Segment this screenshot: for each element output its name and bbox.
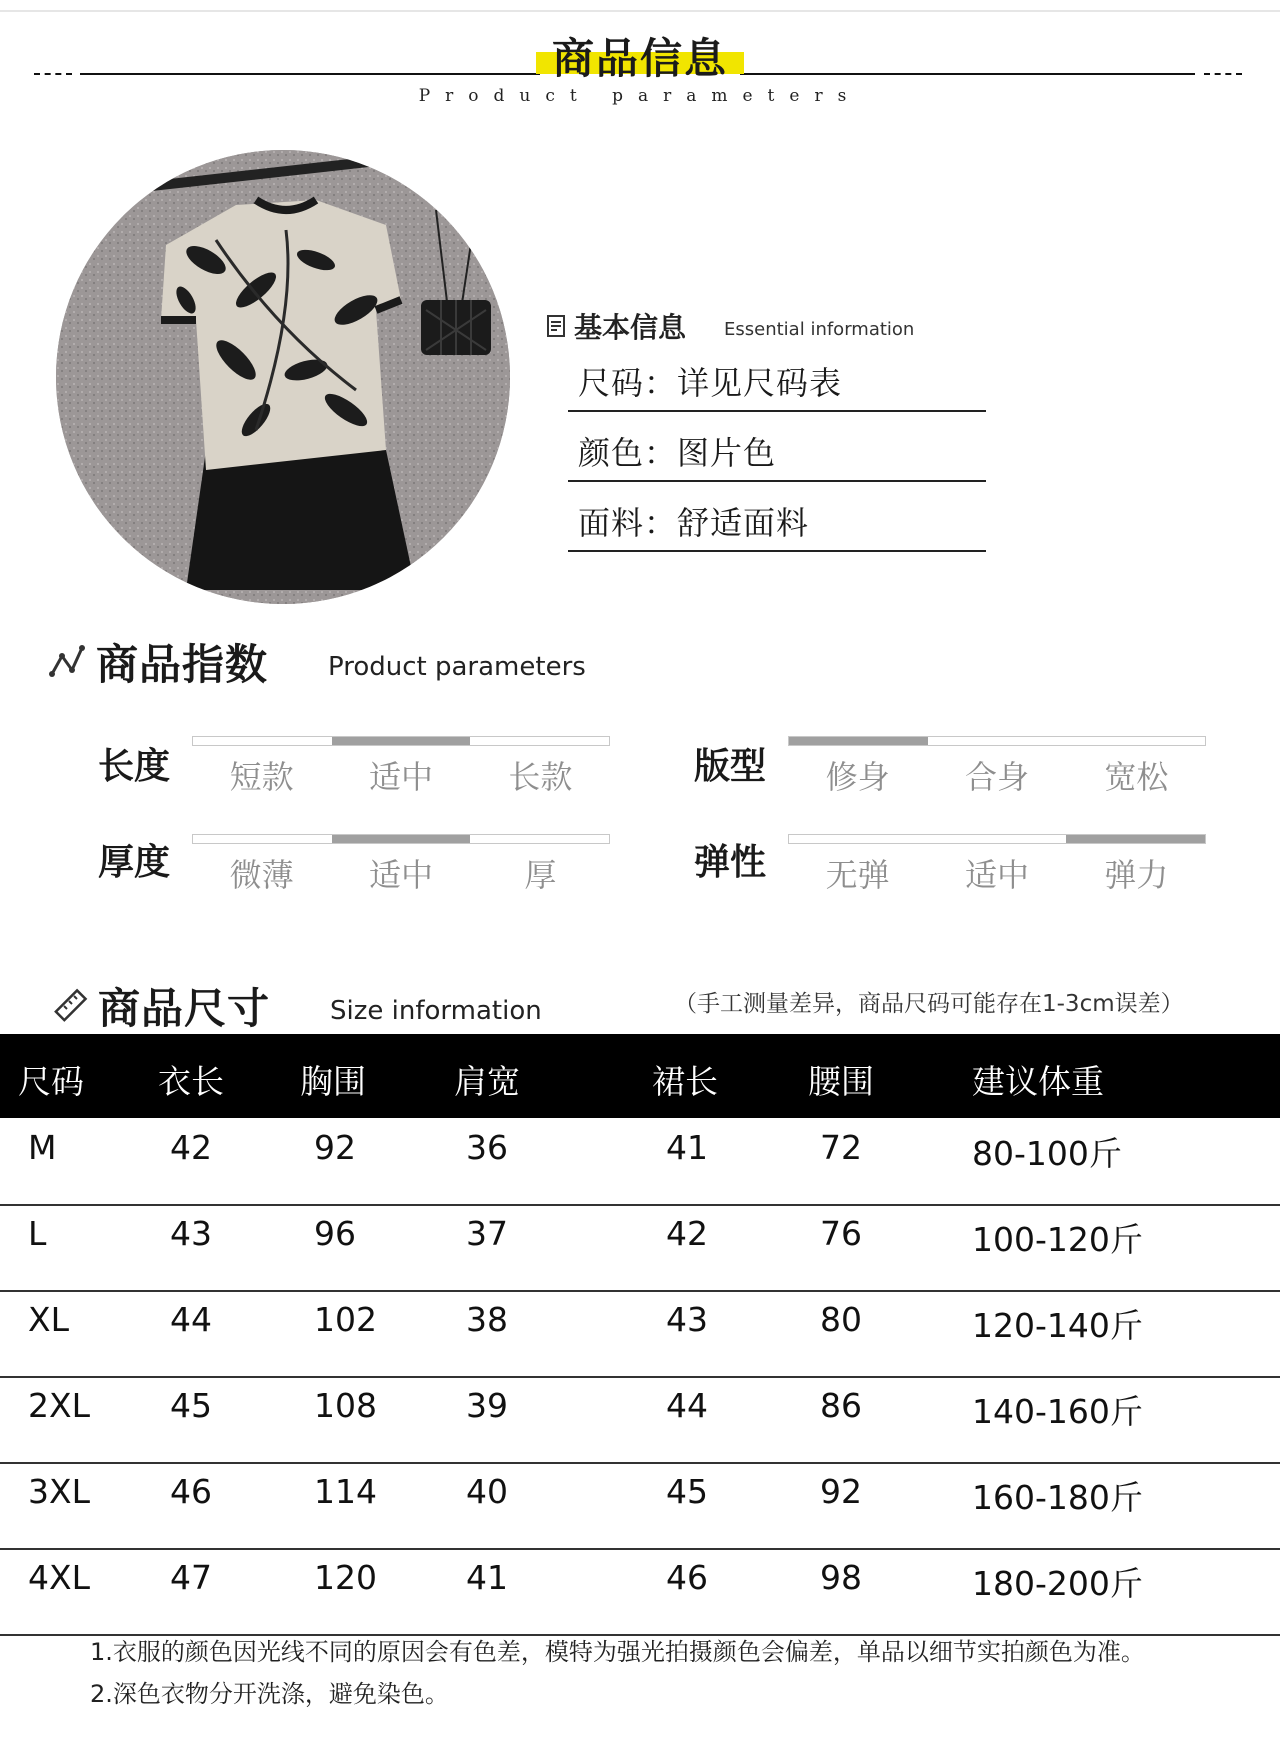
param-elasticity-option: 弹力 xyxy=(1104,856,1169,894)
table-cell: 47 xyxy=(170,1558,212,1597)
table-cell: 98 xyxy=(820,1558,862,1597)
table-cell: 102 xyxy=(314,1300,377,1339)
table-cell: 41 xyxy=(466,1558,508,1597)
table-cell: 120-140斤 xyxy=(972,1306,1143,1345)
table-cell: 36 xyxy=(466,1128,508,1167)
table-cell: 2XL xyxy=(28,1386,90,1425)
table-cell: 42 xyxy=(170,1128,212,1167)
document-icon xyxy=(546,314,566,338)
footnote-color: 1.衣服的颜色因光线不同的原因会有色差，模特为强光拍摄颜色会偏差，单品以细节实拍颜色为准。 xyxy=(90,1638,1145,1666)
table-row xyxy=(0,1118,1280,1206)
param-elasticity-options xyxy=(788,850,1206,896)
header-dash-right xyxy=(1204,73,1242,75)
param-thickness-seg xyxy=(470,835,609,843)
outfit-illustration xyxy=(56,150,510,604)
param-fit-seg-selected xyxy=(789,737,928,745)
footnote-washing: 2.深色衣物分开洗涤，避免染色。 xyxy=(90,1680,449,1708)
info-row-fabric xyxy=(568,488,986,552)
param-length-seg xyxy=(193,737,332,745)
table-cell: 80-100斤 xyxy=(972,1134,1122,1173)
table-cell: 76 xyxy=(820,1214,862,1253)
param-elasticity-option: 适中 xyxy=(964,856,1029,894)
param-elasticity-seg xyxy=(789,835,928,843)
table-cell: 86 xyxy=(820,1386,862,1425)
table-cell: 92 xyxy=(820,1472,862,1511)
info-row-color-text: 颜色：图片色 xyxy=(578,434,777,472)
info-row-fabric-text: 面料：舒适面料 xyxy=(578,504,810,542)
table-cell: 100-120斤 xyxy=(972,1220,1143,1259)
param-fit-label: 版型 xyxy=(694,746,767,787)
table-row xyxy=(0,1376,1280,1464)
basic-info-title: 基本信息 xyxy=(574,311,687,344)
column-header: 衣长 xyxy=(158,1062,224,1101)
info-row-color xyxy=(568,418,986,482)
top-divider xyxy=(0,10,1280,12)
size-table-header xyxy=(0,1034,1280,1118)
table-cell: 46 xyxy=(170,1472,212,1511)
param-elasticity-label: 弹性 xyxy=(694,842,767,883)
table-cell: 45 xyxy=(170,1386,212,1425)
table-cell: 41 xyxy=(666,1128,708,1167)
param-length-option: 适中 xyxy=(368,758,433,796)
table-cell: 38 xyxy=(466,1300,508,1339)
table-cell: 37 xyxy=(466,1214,508,1253)
param-elasticity-bar xyxy=(788,834,1206,844)
table-row xyxy=(0,1290,1280,1378)
size-title: 商品尺寸 xyxy=(98,984,271,1033)
table-cell: 3XL xyxy=(28,1472,90,1511)
column-header: 建议体重 xyxy=(972,1062,1104,1101)
header-dash-left xyxy=(34,73,72,75)
param-thickness-option: 厚 xyxy=(524,856,557,894)
column-header: 裙长 xyxy=(652,1062,718,1101)
table-cell: M xyxy=(28,1128,57,1167)
info-row-size xyxy=(568,348,986,412)
page-subtitle: Product parameters xyxy=(418,86,862,106)
table-cell: 39 xyxy=(466,1386,508,1425)
param-fit-option: 合身 xyxy=(964,758,1029,796)
table-cell: 108 xyxy=(314,1386,377,1425)
basic-info-subtitle: Essential information xyxy=(724,318,915,340)
table-cell: 40 xyxy=(466,1472,508,1511)
info-row-size-text: 尺码：详见尺码表 xyxy=(578,364,843,402)
table-cell: XL xyxy=(28,1300,69,1339)
table-cell: 180-200斤 xyxy=(972,1564,1143,1603)
param-fit-option: 修身 xyxy=(825,758,890,796)
param-length-bar xyxy=(192,736,610,746)
table-cell: 120 xyxy=(314,1558,377,1597)
header-line-left xyxy=(80,73,540,75)
param-length-seg xyxy=(470,737,609,745)
param-fit-option: 宽松 xyxy=(1104,758,1169,796)
table-cell: 43 xyxy=(666,1300,708,1339)
param-elasticity-option: 无弹 xyxy=(825,856,890,894)
param-thickness-option: 适中 xyxy=(368,856,433,894)
product-photo xyxy=(56,150,510,604)
table-cell: 114 xyxy=(314,1472,377,1511)
basic-info-heading xyxy=(546,308,914,344)
table-cell: 4XL xyxy=(28,1558,90,1597)
page-title: 商品信息 xyxy=(551,34,728,83)
trend-line-icon xyxy=(48,644,88,680)
ruler-icon xyxy=(50,986,90,1026)
size-heading xyxy=(50,976,542,1036)
param-length-options xyxy=(192,752,610,798)
table-row xyxy=(0,1548,1280,1636)
param-length-seg-selected xyxy=(332,737,471,745)
table-cell: 140-160斤 xyxy=(972,1392,1143,1431)
table-cell: 45 xyxy=(666,1472,708,1511)
param-fit-seg xyxy=(1066,737,1205,745)
param-thickness-seg-selected xyxy=(332,835,471,843)
column-header: 尺码 xyxy=(18,1062,84,1101)
table-cell: L xyxy=(28,1214,47,1253)
index-subtitle: Product parameters xyxy=(328,652,586,682)
column-header: 胸围 xyxy=(300,1062,366,1101)
index-title: 商品指数 xyxy=(96,640,269,689)
param-fit-seg xyxy=(928,737,1067,745)
column-header: 腰围 xyxy=(808,1062,874,1101)
param-fit-bar xyxy=(788,736,1206,746)
param-thickness-options xyxy=(192,850,610,896)
table-cell: 43 xyxy=(170,1214,212,1253)
table-cell: 44 xyxy=(666,1386,708,1425)
skirt xyxy=(186,450,416,590)
param-fit-options xyxy=(788,752,1206,798)
table-cell: 46 xyxy=(666,1558,708,1597)
table-cell: 80 xyxy=(820,1300,862,1339)
param-elasticity-seg xyxy=(928,835,1067,843)
table-cell: 44 xyxy=(170,1300,212,1339)
table-cell: 42 xyxy=(666,1214,708,1253)
size-subtitle: Size information xyxy=(330,996,542,1026)
param-thickness-label: 厚度 xyxy=(98,842,171,883)
param-length-option: 长款 xyxy=(508,758,573,796)
index-heading xyxy=(48,632,586,692)
table-cell: 72 xyxy=(820,1128,862,1167)
measurement-note: （手工测量差异，商品尺码可能存在1-3cm误差） xyxy=(674,991,1184,1017)
param-thickness-bar xyxy=(192,834,610,844)
table-cell: 160-180斤 xyxy=(972,1478,1143,1517)
table-row xyxy=(0,1204,1280,1292)
param-elasticity-seg-selected xyxy=(1066,835,1205,843)
table-row xyxy=(0,1462,1280,1550)
header-line-right xyxy=(740,73,1195,75)
table-cell: 92 xyxy=(314,1128,356,1167)
column-header: 肩宽 xyxy=(454,1062,520,1101)
param-thickness-seg xyxy=(193,835,332,843)
param-thickness-option: 微薄 xyxy=(229,856,294,894)
param-length-option: 短款 xyxy=(229,758,294,796)
table-cell: 96 xyxy=(314,1214,356,1253)
param-length-label: 长度 xyxy=(98,746,171,787)
